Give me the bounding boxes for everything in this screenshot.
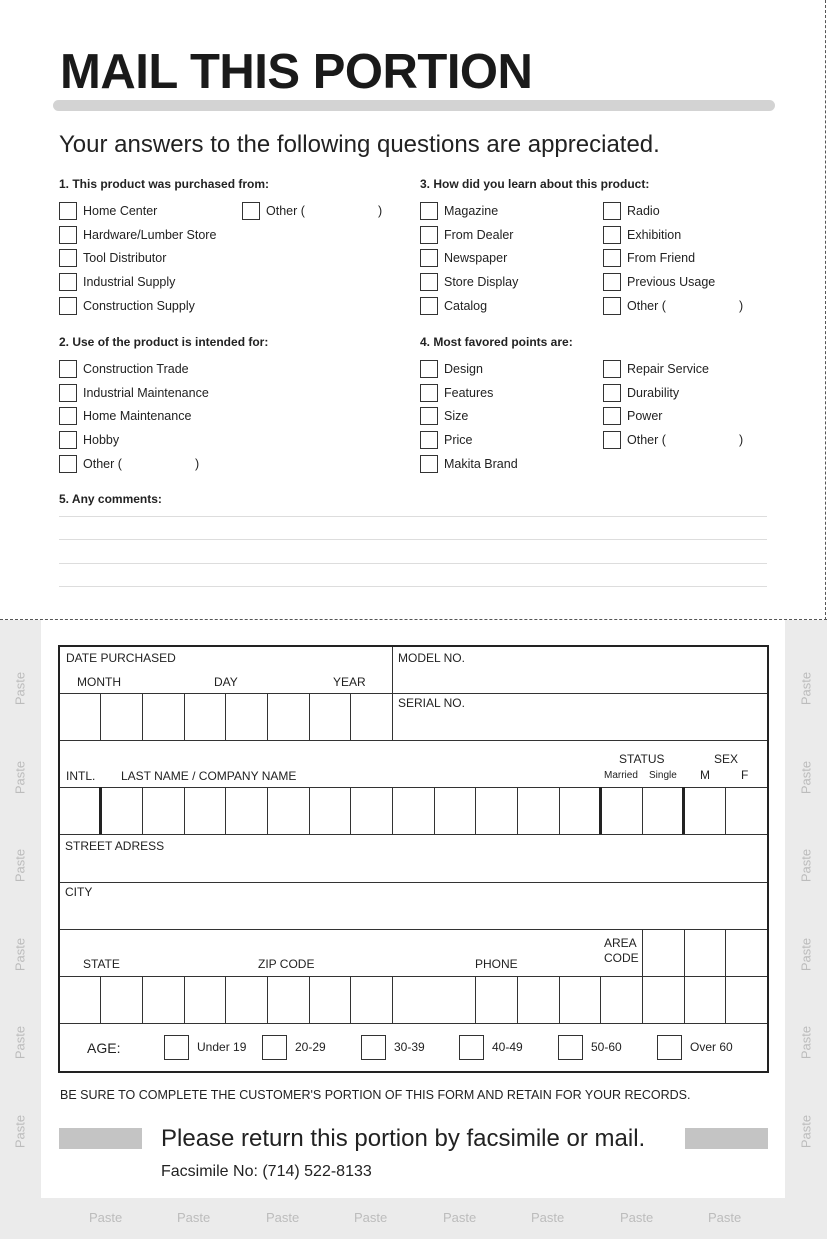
checkbox[interactable] [420,226,438,244]
paste-label: Paste [708,1210,742,1225]
age-option-30-39[interactable]: 30-39 [361,1034,425,1060]
checkbox[interactable] [657,1035,682,1060]
q1-option-tool-distributor[interactable]: Tool Distributor [59,248,216,268]
q3-option-magazine[interactable]: Magazine [420,201,518,221]
paste-label: Paste [177,1210,211,1225]
q2-title: 2. Use of the product is intended for: [59,335,269,349]
grid-line [600,976,601,1023]
day-label: DAY [214,675,238,689]
grid-line [99,787,102,834]
checkbox[interactable] [420,202,438,220]
grid-line [682,787,685,834]
grid-line [225,976,226,1023]
grid-line [725,929,726,1023]
q1-title: 1. This product was purchased from: [59,177,270,191]
comment-line[interactable] [59,563,767,564]
paste-label: Paste [266,1210,300,1225]
q3-other-close: ) [739,299,744,313]
q4-option-design[interactable]: Design [420,359,518,379]
q4-title: 4. Most favored points are: [420,335,573,349]
grid-line [559,976,560,1023]
checkbox[interactable] [459,1035,484,1060]
grid-line [142,787,143,834]
decorative-bar [685,1128,768,1149]
grid-line [309,693,310,740]
grid-line [267,976,268,1023]
grid-line [599,787,602,834]
grid-line [559,787,560,834]
paste-label: Paste [798,1114,814,1149]
grid-line [517,976,518,1023]
male-label: M [700,768,710,782]
q1-options [59,201,216,316]
checkbox[interactable] [558,1035,583,1060]
grid-line [392,787,393,834]
q4-option-durability[interactable]: Durability [603,383,709,403]
q1-other-close: ) [378,204,383,218]
grid-line [267,693,268,740]
grid-line [309,787,310,834]
checkbox[interactable] [420,431,438,449]
q2-option-other[interactable]: Other ( [59,454,209,474]
married-label: Married [604,770,638,781]
q3-option-exhibition[interactable]: Exhibition [603,225,715,245]
q4-col2 [603,359,709,450]
checkbox[interactable] [603,431,621,449]
checkbox[interactable] [59,226,77,244]
paste-label: Paste [12,937,28,972]
q4-option-size[interactable]: Size [420,406,518,426]
paste-label: Paste [12,848,28,883]
checkbox[interactable] [59,431,77,449]
q3-option-newspaper[interactable]: Newspaper [420,248,518,268]
q2-option-construction-trade[interactable]: Construction Trade [59,359,209,379]
single-label: Single [649,770,677,781]
grid-line [475,787,476,834]
page-title: MAIL THIS PORTION [60,45,533,99]
grid-line [350,976,351,1023]
checkbox[interactable] [59,360,77,378]
paste-label: Paste [12,1025,28,1060]
checkbox[interactable] [420,297,438,315]
date-purchased-label: DATE PURCHASED [66,651,176,665]
q3-option-radio[interactable]: Radio [603,201,715,221]
q4-other-close: ) [739,433,744,447]
grid-line [100,976,101,1023]
checkbox[interactable] [242,202,260,220]
paste-label: Paste [798,1025,814,1060]
grid-line [642,929,643,1023]
status-label: STATUS [619,752,665,766]
q1-option-construction-supply[interactable]: Construction Supply [59,296,216,316]
last-name-label: LAST NAME / COMPANY NAME [121,769,297,783]
q4-col1 [420,359,518,474]
city-label: CITY [65,885,93,899]
checkbox[interactable] [59,384,77,402]
zip-code-label: ZIP CODE [258,957,315,971]
checkbox[interactable] [59,273,77,291]
grid-line [60,882,767,883]
q4-option-makita-brand[interactable]: Makita Brand [420,454,518,474]
grid-line [267,787,268,834]
comment-line[interactable] [59,539,767,540]
paste-label: Paste [12,671,28,706]
checkbox[interactable] [603,226,621,244]
year-label: YEAR [333,675,366,689]
serial-no-label: SERIAL NO. [398,696,465,710]
q3-col2 [603,201,715,316]
grid-line [100,693,101,740]
q3-title: 3. How did you learn about this product: [420,177,650,191]
q1-option-other[interactable]: Other ( [242,201,305,221]
q4-option-features[interactable]: Features [420,383,518,403]
q5-title: 5. Any comments: [59,492,162,506]
age-option-20-29[interactable]: 20-29 [262,1034,326,1060]
checkbox[interactable] [59,455,77,473]
paste-label: Paste [798,848,814,883]
checkbox[interactable] [420,384,438,402]
grid-line [184,976,185,1023]
grid-line [475,976,476,1023]
state-label: STATE [83,957,120,971]
checkbox[interactable] [420,273,438,291]
area-label: AREA [604,936,637,950]
q4-option-repair-service[interactable]: Repair Service [603,359,709,379]
age-option-40-49[interactable]: 40-49 [459,1034,523,1060]
q2-option-industrial-maintenance[interactable]: Industrial Maintenance [59,383,209,403]
checkbox[interactable] [603,407,621,425]
checkbox[interactable] [59,297,77,315]
q4-option-power[interactable]: Power [603,406,709,426]
grid-line [184,693,185,740]
checkbox[interactable] [59,202,77,220]
q2-option-hobby[interactable]: Hobby [59,430,209,450]
checkbox[interactable] [164,1035,189,1060]
checkbox[interactable] [603,273,621,291]
age-option-50-60[interactable]: 50-60 [558,1034,622,1060]
street-address-label: STREET ADRESS [65,839,165,853]
grid-line [725,787,726,834]
checkbox[interactable] [420,407,438,425]
grid-line [60,740,767,741]
age-option-under-19[interactable]: Under 19 [164,1034,246,1060]
grid-line [350,693,351,740]
checkbox[interactable] [420,455,438,473]
q2-options [59,359,209,474]
grid-line [60,834,767,835]
grid-line [642,787,643,834]
phone-label: PHONE [475,957,518,971]
checkbox[interactable] [59,249,77,267]
comment-line[interactable] [59,516,767,517]
grid-line [434,787,435,834]
q3-option-from-dealer[interactable]: From Dealer [420,225,518,245]
checkbox[interactable] [603,384,621,402]
grid-line [142,976,143,1023]
checkbox[interactable] [262,1035,287,1060]
grid-line [60,976,767,977]
model-no-label: MODEL NO. [398,651,465,665]
q4-option-other[interactable]: Other ( [603,430,709,450]
checkbox[interactable] [603,249,621,267]
paste-label: Paste [531,1210,565,1225]
month-label: MONTH [77,675,121,689]
intl-label: INTL. [66,769,96,783]
paste-label: Paste [89,1210,123,1225]
checkbox[interactable] [420,249,438,267]
checkbox[interactable] [59,407,77,425]
grid-line [392,976,393,1023]
q4-option-price[interactable]: Price [420,430,518,450]
q2-other-close: ) [195,457,200,471]
grid-line [60,1023,767,1024]
q1-option-home-center[interactable]: Home Center [59,201,216,221]
checkbox[interactable] [361,1035,386,1060]
q3-option-previous-usage[interactable]: Previous Usage [603,272,715,292]
checkbox[interactable] [603,202,621,220]
grid-line [142,693,143,740]
retain-notice: BE SURE TO COMPLETE THE CUSTOMER'S PORTION OF THIS FORM AND RETAIN FOR YOUR RECORDS. [60,1088,691,1102]
code-label: CODE [604,951,639,965]
paste-label: Paste [798,671,814,706]
title-underline-bar [53,100,775,111]
age-label: AGE: [87,1040,121,1056]
grid-line [309,976,310,1023]
grid-line [60,929,767,930]
paste-label: Paste [12,1114,28,1149]
checkbox[interactable] [603,360,621,378]
grid-line [225,787,226,834]
sex-label: SEX [714,752,739,766]
age-option-over-60[interactable]: Over 60 [657,1034,733,1060]
q3-option-other[interactable]: Other ( [603,296,715,316]
grid-line [684,929,685,1023]
paste-label: Paste [443,1210,477,1225]
grid-line [350,787,351,834]
paste-label: Paste [798,937,814,972]
paste-label: Paste [620,1210,654,1225]
paste-label: Paste [354,1210,388,1225]
checkbox[interactable] [603,297,621,315]
q1-option-industrial-supply[interactable]: Industrial Supply [59,272,216,292]
grid-line [184,787,185,834]
q2-option-home-maintenance[interactable]: Home Maintenance [59,406,209,426]
page-subtitle: Your answers to the following questions are appreciated. [59,131,660,158]
q1-option-hardware[interactable]: Hardware/Lumber Store [59,225,216,245]
q3-option-catalog[interactable]: Catalog [420,296,518,316]
q3-col1 [420,201,518,316]
fax-number: Facsimile No: (714) 522-8133 [161,1163,372,1180]
return-instruction: Please return this portion by facsimile or mail. [161,1125,646,1152]
decorative-bar [59,1128,142,1149]
checkbox[interactable] [420,360,438,378]
q3-option-store-display[interactable]: Store Display [420,272,518,292]
grid-line [60,787,767,788]
grid-line [517,787,518,834]
female-label: F [741,768,749,782]
grid-line [392,647,393,740]
grid-line [60,693,767,694]
paste-label: Paste [12,760,28,795]
comment-line[interactable] [59,586,767,587]
paste-label: Paste [798,760,814,795]
q3-option-from-friend[interactable]: From Friend [603,248,715,268]
grid-line [225,693,226,740]
cut-line-vertical [825,0,826,620]
